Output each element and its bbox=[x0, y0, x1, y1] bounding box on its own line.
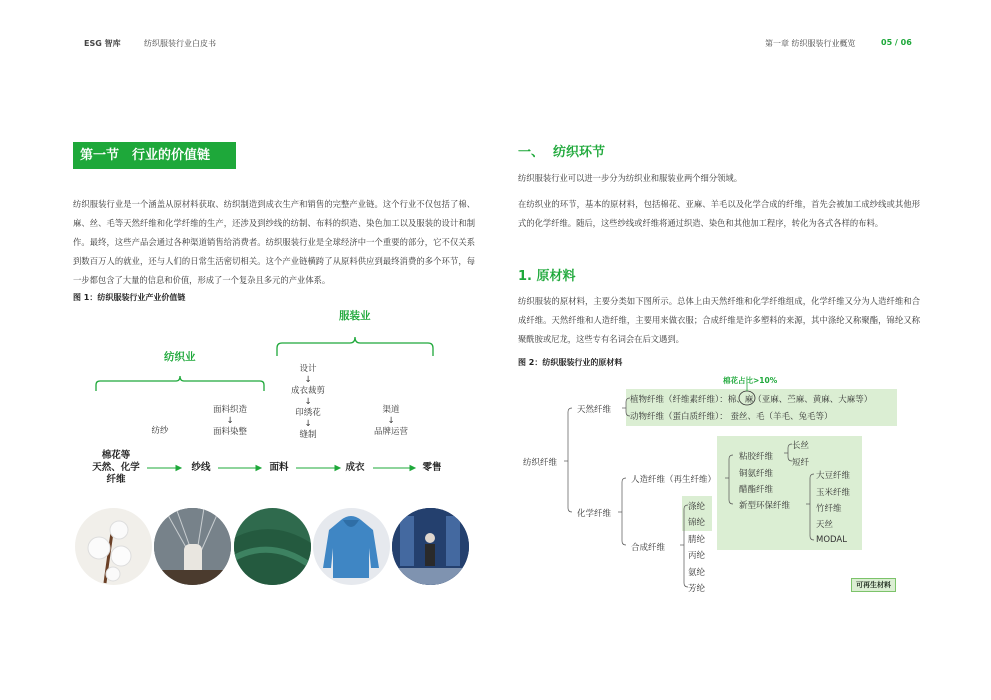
tree-new-eco-fiber: 新型环保纤维 bbox=[739, 501, 791, 511]
retail-store-photo bbox=[392, 508, 469, 585]
blue-hoodie-photo bbox=[313, 508, 390, 585]
step-garment: 设计 ↓ 成衣裁剪 ↓ 印绣花 ↓ 缝制 bbox=[290, 364, 325, 440]
tree-bamboo-fiber: 竹纤维 bbox=[816, 504, 842, 514]
tree-polypropylene: 丙纶 bbox=[688, 551, 706, 561]
tree-natural-fiber: 天然纤维 bbox=[577, 405, 612, 415]
step-fabric: 面料织造 ↓ 面料染整 bbox=[212, 405, 247, 437]
tree-acetate: 醋酯纤维 bbox=[739, 485, 774, 495]
cotton-photo bbox=[75, 508, 152, 585]
yarn-spool-photo bbox=[154, 508, 231, 585]
tree-tencel: 天丝 bbox=[816, 520, 834, 530]
group-label-textile: 纺织业 bbox=[164, 351, 196, 363]
tree-chemical-fiber: 化学纤维 bbox=[577, 509, 612, 519]
green-fabric-photo bbox=[234, 508, 311, 585]
tree-polyester: 涤纶 bbox=[688, 502, 706, 512]
section-title: 第一节 行业的价值链 bbox=[73, 142, 236, 169]
tree-synthetic-fiber: 合成纤维 bbox=[631, 543, 666, 553]
stage-raw-fiber: 棉花等 天然、化学 纤维 bbox=[92, 450, 140, 485]
figure-1-caption: 图 1：纺织服装行业产业价值链 bbox=[73, 293, 186, 302]
figure-2-caption: 图 2：纺织服装行业的原材料 bbox=[518, 358, 623, 367]
paragraph-raw-materials: 纺织服装的原材料，主要分类如下图所示。总体上由天然纤维和化学纤维组成，化学纤维又分为人造纤维和合成纤维。天然纤维和人造纤维，主要用来做衣服；合成纤维是许多塑料的来源，其中涤纶又称聚酯，锦纶又称聚酰胺或尼龙，这些专有名词会在后文遇到。 bbox=[518, 296, 920, 344]
tree-nylon: 锦纶 bbox=[688, 518, 706, 528]
tree-cupro: 铜氨纤维 bbox=[739, 469, 774, 479]
renewable-material-tag: 可再生材料 bbox=[851, 578, 896, 592]
tree-spandex: 氨纶 bbox=[688, 568, 706, 578]
paragraph-textile-intro: 纺织服装行业可以进一步分为纺织业和服装业两个细分领域。 bbox=[518, 173, 743, 183]
header-chapter: 第一章 纺织服装行业概览 bbox=[765, 39, 856, 48]
tree-soy-fiber: 大豆纤维 bbox=[816, 471, 851, 481]
intro-paragraph: 纺织服装行业是一个涵盖从原材料获取、纺织制造到成衣生产和销售的完整产业链。这个行业不仅包括了棉、麻、丝、毛等天然纤维和化学纤维的生产，还涉及到纱线的纺制、布料的织造、染色加工以及服装的设计和制作。最终，这些产品会通过各种渠道销售给消费者。纺织服装行业是全球经济中一个重要的部分，它不仅关系到数百万人的就业，还与人们的日常生活密切相关。这个产业链横跨了从原料供应到最终消费的多个环节，每一步都包含了大量的信息和价值，形成了一个复杂且多元的产业体系。 bbox=[73, 199, 475, 285]
tree-corn-fiber: 玉米纤维 bbox=[816, 488, 851, 498]
cotton-share-label: 棉花占比>10% bbox=[723, 376, 778, 385]
heading-textile-stage: 一、 纺织环节 bbox=[518, 145, 606, 160]
stage-retail: 零售 bbox=[422, 462, 442, 473]
tree-manmade-fiber: 人造纤维（再生纤维） bbox=[631, 475, 717, 485]
tree-acrylic: 腈纶 bbox=[688, 535, 706, 545]
tree-cotton: 棉 bbox=[727, 395, 737, 405]
header-page-number: 05 / 06 bbox=[881, 38, 912, 47]
step-spinning: 纺纱 bbox=[151, 426, 169, 436]
apparel-brace bbox=[277, 337, 433, 356]
tree-plant-fiber-suffix: 、麻（亚麻、苎麻、黄麻、大麻等） bbox=[736, 395, 873, 405]
tree-staple: 短纤 bbox=[792, 458, 810, 468]
heading-raw-materials: 1. 原材料 bbox=[518, 269, 576, 284]
tree-root: 纺织纤维 bbox=[523, 458, 558, 468]
header-doc-title: 纺织服装行业白皮书 bbox=[144, 39, 216, 48]
stage-fabric: 面料 bbox=[269, 462, 289, 473]
tree-aramid: 芳纶 bbox=[688, 584, 706, 594]
group-label-apparel: 服装业 bbox=[339, 310, 371, 322]
tree-modal: MODAL bbox=[816, 535, 847, 545]
header-brand: ESG 智库 bbox=[84, 39, 121, 48]
paragraph-textile-process: 在纺织业的环节，基本的原材料，包括棉花、亚麻、羊毛以及化学合成的纤维，首先会被加工成纱线或其他形式的化学纤维。随后，这些纱线或纤维将通过织造、染色和其他加工程序，转化为各式各样的布料。 bbox=[518, 199, 920, 228]
tree-plant-fiber bbox=[630, 393, 872, 405]
tree-animal-fiber: 动物纤维（蛋白质纤维）： 蚕丝、毛（羊毛、兔毛等） bbox=[630, 412, 833, 422]
tree-filament: 长丝 bbox=[792, 441, 810, 451]
textile-brace bbox=[96, 376, 264, 391]
stage-garment: 成衣 bbox=[345, 462, 365, 473]
stage-yarn: 纱线 bbox=[191, 462, 211, 473]
step-channel: 渠道 ↓ 品牌运营 bbox=[373, 405, 408, 437]
tree-plant-fiber-prefix: 植物纤维（纤维素纤维）： bbox=[630, 395, 728, 405]
tree-viscose: 粘胶纤维 bbox=[739, 452, 774, 462]
